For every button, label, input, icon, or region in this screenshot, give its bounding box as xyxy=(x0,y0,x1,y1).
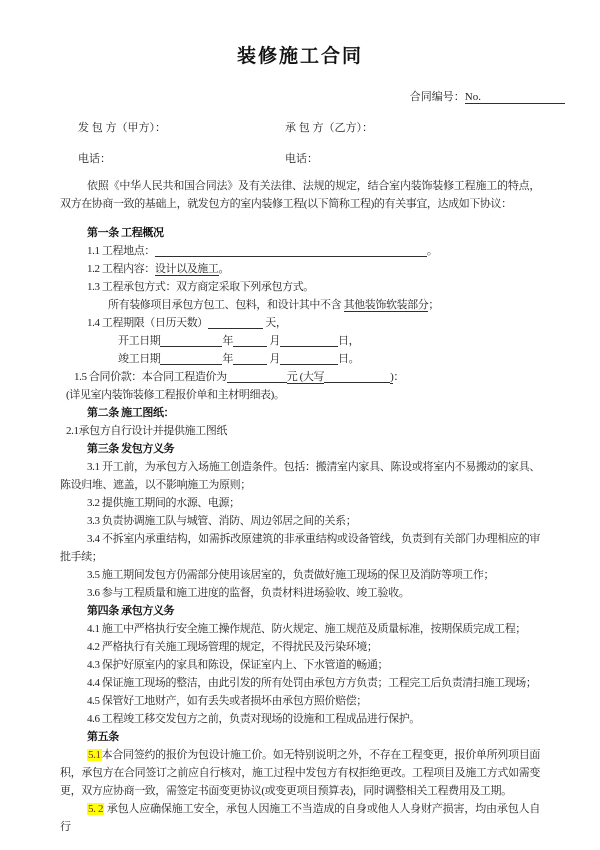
text-run: 1.2 工程内容： xyxy=(87,263,155,275)
contract-line xyxy=(60,458,540,494)
party-b-phone-label: 电话： xyxy=(285,153,318,165)
text-run: 1.4 工程期限（日历天数） xyxy=(87,317,208,329)
text-run: 竣工日期 xyxy=(118,353,161,365)
text-run: 天， xyxy=(262,317,287,329)
text-run: 2.1承包方自行设计并提供施工图纸 xyxy=(66,425,227,437)
contract-line xyxy=(60,800,540,836)
highlighted-text: 5. 2 xyxy=(88,803,104,815)
contract-line xyxy=(60,638,540,656)
party-b-label: 承 包 方（乙方）： xyxy=(285,122,373,134)
underlined-text: 元 (大写 xyxy=(286,371,325,383)
contract-line xyxy=(60,620,540,638)
text-run: 3.3 负责协调施工队与城管、消防、周边邻居之间的关系； xyxy=(87,515,357,527)
text-run: 3.6 参与工程质量和施工进度的监督，负责材料进场验收、竣工验收。 xyxy=(87,587,410,599)
text-run: ： xyxy=(393,371,404,383)
text-run: 第四条 承包方义务 xyxy=(87,605,175,617)
text-run: 日， xyxy=(337,335,360,347)
contract-number-row xyxy=(60,90,565,105)
contract-line xyxy=(60,674,540,692)
text-run: 3.1 开工前，为承包方入场施工创造条件。包括：搬清室内家具、陈设或将室内不易搬动的家具、陈设归堆、遮盖，以不影响施工为原则； xyxy=(60,461,540,491)
section-heading xyxy=(60,224,540,242)
text-run: 第一条 工程概况 xyxy=(87,227,164,239)
fill-in-blank xyxy=(233,353,267,365)
fill-in-blank xyxy=(160,335,222,347)
text-run: 第三条 发包方义务 xyxy=(87,443,175,455)
underlined-text: 其他装饰软装部分 xyxy=(343,299,429,311)
text-run: 月 xyxy=(267,353,280,365)
section-heading xyxy=(60,602,540,620)
text-run: 日。 xyxy=(337,353,360,365)
text-run: 承包人应确保施工安全，承包人因施工不当造成的自身或他人人身财产损害，均由承包人自行 xyxy=(60,803,540,833)
text-run: 4.1 施工中严格执行安全施工操作规范、防火规定、施工规范及质量标准，按期保质完成工程； xyxy=(87,623,526,635)
text-run: 。 xyxy=(426,245,438,257)
contract-line xyxy=(60,656,540,674)
text-run: 年 xyxy=(222,335,234,347)
fill-in-blank xyxy=(227,371,287,383)
text-run: ； xyxy=(428,299,439,311)
text-run: 第二条 施工图纸： xyxy=(87,407,175,419)
text-run: 3.5 施工期间发包方仍需部分使用该居室的，负责做好施工现场的保卫及消防等项工作； xyxy=(87,569,495,581)
contract-no-label: 合同编号： xyxy=(409,91,465,103)
text-run: 1.3 工程承包方式：双方商定采取下列承包方式。 xyxy=(87,281,314,293)
party-a-phone-label: 电话： xyxy=(78,153,111,165)
parties-row xyxy=(60,121,540,136)
fill-in-blank xyxy=(280,353,338,365)
phones-row xyxy=(60,152,540,167)
contract-line xyxy=(60,692,540,710)
contract-line xyxy=(60,332,540,350)
text-run: 3.4 不拆室内承重结构，如需拆改原建筑的非承重结构或设备管线，负责到有关部门办理相应的审批手续； xyxy=(60,533,540,563)
contract-no-blank xyxy=(481,92,565,103)
text-run: 4.2 严格执行有关施工现场管理的规定，不得扰民及污染环境； xyxy=(87,641,378,653)
fill-in-blank xyxy=(280,335,338,347)
text-run: 第五条 xyxy=(87,731,119,743)
text-run: (详见室内装饰装修工程报价单和主材明细表)。 xyxy=(66,389,285,401)
contract-line xyxy=(60,386,540,404)
contract-line xyxy=(60,368,540,386)
contract-line xyxy=(60,314,540,332)
text-run: 4.5 保管好工地财产，如有丢失或者损坏由承包方照价赔偿； xyxy=(87,695,367,707)
contract-line xyxy=(60,296,540,314)
fill-in-blank xyxy=(233,335,267,347)
text-run: 1.1 工程地点： xyxy=(87,245,155,257)
text-run: 1.5 合同价款：本合同工程造价为 xyxy=(74,371,227,383)
fill-in-blank xyxy=(160,353,222,365)
text-run: 。 xyxy=(218,263,230,275)
text-run: 本合同签约的报价为包设计施工价。如无特别说明之外，不存在工程变更，报价单所列项目面积，承包方在合同签订之前应自行核对，施工过程中发包方有权拒绝更改。工程项目及施工方式如需变更，双方应协商一致，需签定书面变更协议(或变更项目预算表)，同时调整相关工程费用及工期。 xyxy=(60,749,540,797)
contract-line xyxy=(60,494,540,512)
fill-in-blank xyxy=(208,317,263,329)
fill-in-blank xyxy=(155,245,427,257)
section-heading xyxy=(60,440,540,458)
intro-paragraph: 依照《中华人民共和国合同法》及有关法律、法规的规定，结合室内装饰装修工程施工的特点，双方在协商一致的基础上，就发包方的室内装修工程(以下简称工程)的有关事宜，达成如下协议： xyxy=(60,180,540,210)
contract-line xyxy=(60,584,540,602)
highlighted-text: 5.1 xyxy=(88,749,101,761)
contract-line xyxy=(60,566,540,584)
text-run: 年 xyxy=(222,353,234,365)
contract-body xyxy=(60,224,540,836)
contract-line xyxy=(60,746,540,800)
text-run: 开工日期 xyxy=(118,335,161,347)
contract-line xyxy=(60,422,540,440)
contract-line xyxy=(60,260,540,278)
text-run: 4.4 保证施工现场的整洁，由此引发的所有处罚由承包方方负责；工程完工后负责清扫施工现场； xyxy=(87,677,537,689)
section-heading xyxy=(60,404,540,422)
underlined-text: ) xyxy=(390,371,394,383)
contract-line xyxy=(60,512,540,530)
page-title: 装修施工合同 xyxy=(236,46,363,67)
section-heading xyxy=(60,728,540,746)
contract-line xyxy=(60,278,540,296)
contract-line xyxy=(60,350,540,368)
underlined-text: 设计以及施工 xyxy=(154,263,219,275)
contract-line xyxy=(60,530,540,566)
contract-line xyxy=(60,710,540,728)
text-run: 3.2 提供施工期间的水源、电源； xyxy=(87,497,240,509)
text-run: 4.6 工程竣工移交发包方之前，负责对现场的设施和工程成品进行保护。 xyxy=(87,713,420,725)
party-a-label: 发 包 方（甲方）： xyxy=(78,122,166,134)
text-run: 所有装修项目承包方包工、包料，和设计其中不含 xyxy=(108,299,344,311)
text-run: 月 xyxy=(267,335,280,347)
text-run: 4.3 保护好原室内的家具和陈设，保证室内上、下水管道的畅通； xyxy=(87,659,389,671)
contract-line xyxy=(60,242,540,260)
contract-no-field xyxy=(465,91,565,104)
contract-no-prefix: No. xyxy=(464,91,481,103)
fill-in-blank xyxy=(324,371,390,383)
